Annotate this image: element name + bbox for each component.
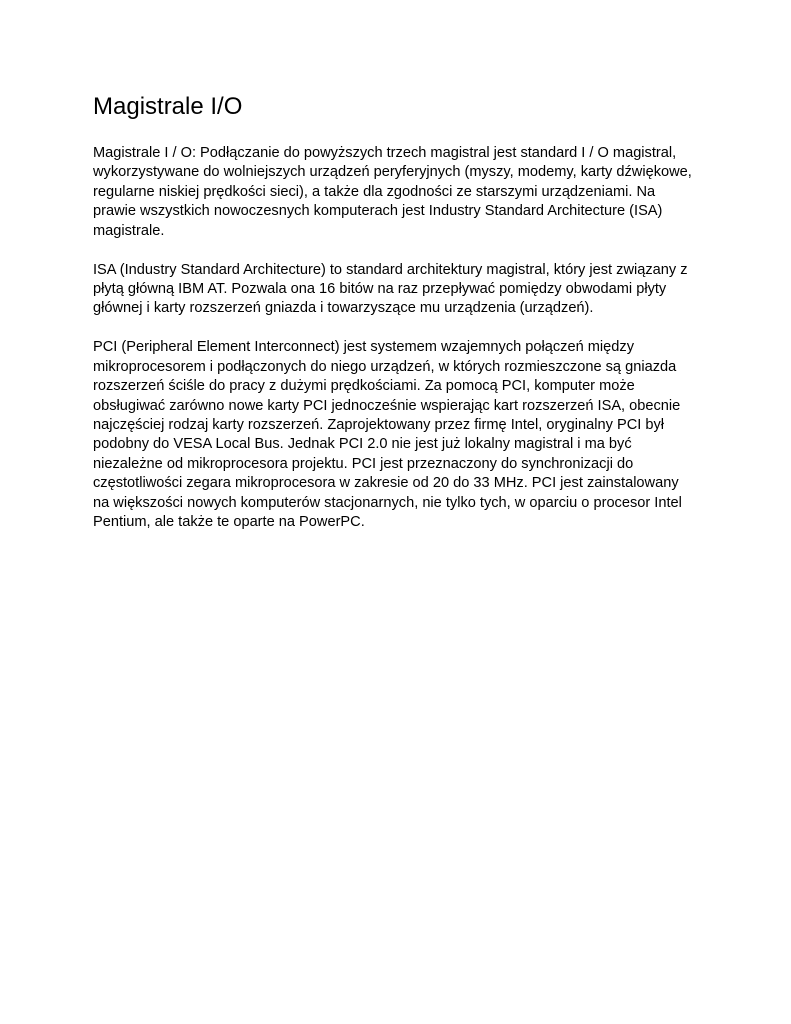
document-title: Magistrale I/O <box>93 93 243 120</box>
paragraph-io-buses: Magistrale I / O: Podłączanie do powyższych trzech magistral jest standard I / O magistral, wykorzystywane do wolniejszych urządzeń peryferyjnych (myszy, modemy, karty dźwiękowe, regularne niskiej prędkości sieci), a także dla zgodności ze starszymi urządzeniami. Na prawie wszystkich nowoczesnych komputerach jest Industry Standard Architecture (ISA) magistrale. <box>93 145 692 239</box>
paragraph-pci: PCI (Peripheral Element Interconnect) jest systemem wzajemnych połączeń między mikroprocesorem i podłączonych do niego urządzeń, w których rozmieszczone są gniazda rozszerzeń ściśle do pracy z dużymi prędkościami. Za pomocą PCI, komputer może obsługiwać zarówno nowe karty PCI jednocześnie wspierając kart rozszerzeń ISA, obecnie najczęściej rodzaj karty rozszerzeń. Zaprojektowany przez firmę Intel, oryginalny PCI był podobny do VESA Local Bus. Jednak PCI 2.0 nie jest już lokalny magistral i ma być niezależne od mikroprocesora projektu. PCI jest przeznaczony do synchronizacji do częstotliwości zegara mikroprocesora w zakresie od 20 do 33 MHz. PCI jest zainstalowany na większości nowych komputerów stacjonarnych, nie tylko tych, w oparciu o procesor Intel Pentium, ale także te oparte na PowerPC. <box>93 339 682 531</box>
document-page <box>93 92 693 552</box>
paragraph-isa: ISA (Industry Standard Architecture) to standard architektury magistral, który jest związany z płytą główną IBM AT. Pozwala ona 16 bitów na raz przepływać pomiędzy obwodami płyty głównej i karty rozszerzeń gniazda i towarzyszące mu urządzenia (urządzeń). <box>93 261 688 317</box>
